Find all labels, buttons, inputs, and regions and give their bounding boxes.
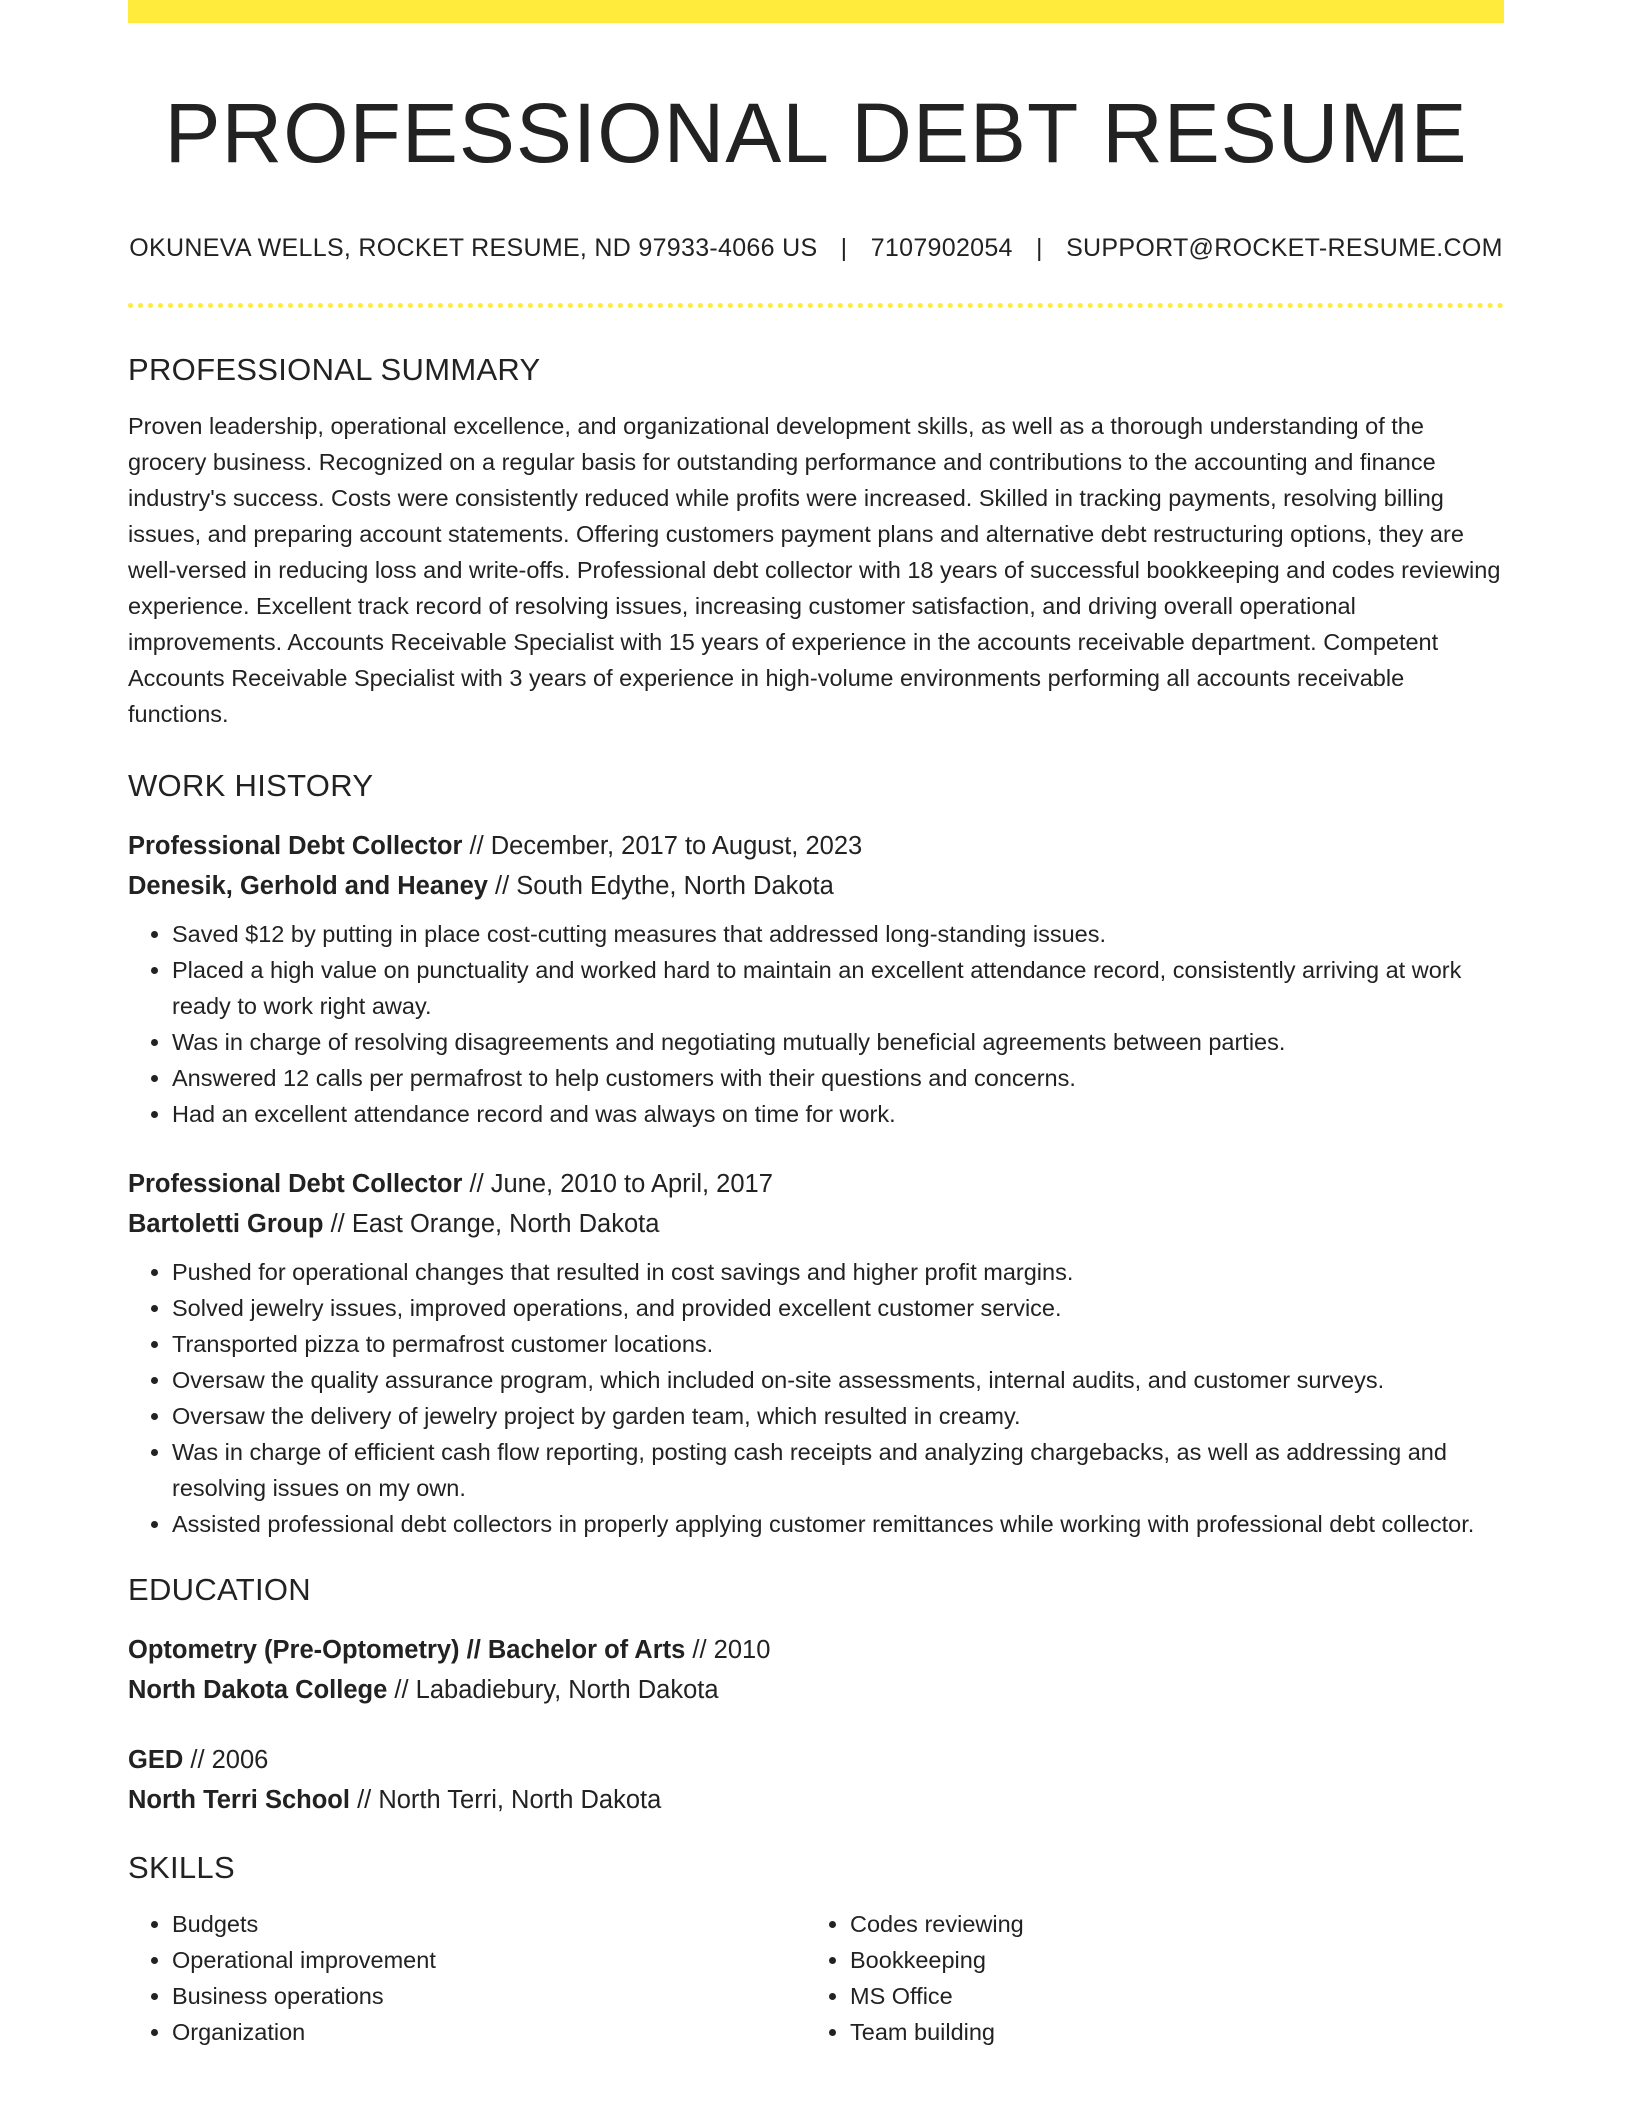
education-degree: GED bbox=[128, 1745, 184, 1774]
resume-content bbox=[128, 0, 1504, 2050]
list-item: • MS Office bbox=[850, 1978, 1504, 2014]
skills-list-left bbox=[128, 1906, 806, 2050]
list-item: • Oversaw the quality assurance program, which included on-site assessments, internal audits, and customer surveys. bbox=[172, 1362, 1504, 1398]
education-location: // Labadiebury, North Dakota bbox=[394, 1675, 719, 1704]
list-item: • Operational improvement bbox=[172, 1942, 806, 1978]
list-item: • Placed a high value on punctuality and worked hard to maintain an excellent attendance record, consistently arriving at work ready to work right away. bbox=[172, 952, 1504, 1024]
job-title: Professional Debt Collector bbox=[128, 1169, 463, 1198]
job-dates: // June, 2010 to April, 2017 bbox=[469, 1169, 773, 1198]
list-item: • Was in charge of efficient cash flow reporting, posting cash receipts and analyzing chargebacks, as well as addressing and resolving issues on my own. bbox=[172, 1434, 1504, 1506]
job-title-line bbox=[128, 1164, 1504, 1204]
list-item: • Solved jewelry issues, improved operations, and provided excellent customer service. bbox=[172, 1290, 1504, 1326]
job-location: // South Edythe, North Dakota bbox=[495, 871, 834, 900]
education-degree: Optometry (Pre-Optometry) // Bachelor of Arts bbox=[128, 1635, 686, 1664]
top-accent-bar bbox=[128, 0, 1504, 23]
summary-heading: PROFESSIONAL SUMMARY bbox=[128, 351, 541, 387]
education-school: North Dakota College bbox=[128, 1675, 388, 1704]
contact-phone: 7107902054 bbox=[870, 233, 1013, 262]
education-location: // North Terri, North Dakota bbox=[357, 1785, 662, 1814]
education-year: // 2006 bbox=[190, 1745, 269, 1774]
list-item: • Team building bbox=[850, 2014, 1504, 2050]
work-history-heading: WORK HISTORY bbox=[128, 767, 374, 803]
list-item: • Saved $12 by putting in place cost-cutting measures that addressed long-standing issues. bbox=[172, 916, 1504, 952]
education-school-line bbox=[128, 1670, 1504, 1710]
job-dates: // December, 2017 to August, 2023 bbox=[469, 831, 863, 860]
list-item: • Codes reviewing bbox=[850, 1906, 1504, 1942]
list-item: • Budgets bbox=[172, 1906, 806, 1942]
education-school: North Terri School bbox=[128, 1785, 350, 1814]
list-item: • Transported pizza to permafrost customer locations. bbox=[172, 1326, 1504, 1362]
education-entry bbox=[128, 1630, 1504, 1710]
job-company: Bartoletti Group bbox=[128, 1209, 324, 1238]
education-school-line bbox=[128, 1780, 1504, 1820]
job-title-line bbox=[128, 826, 1504, 866]
education-heading: EDUCATION bbox=[128, 1571, 311, 1607]
list-item: • Assisted professional debt collectors in properly applying customer remittances while working with professional debt collector. bbox=[172, 1506, 1504, 1542]
contact-line bbox=[128, 234, 1504, 263]
contact-separator: | bbox=[1036, 233, 1043, 262]
list-item: • Business operations bbox=[172, 1978, 806, 2014]
summary-text: Proven leadership, operational excellence, and organizational development skills, as well as a thorough understanding of the grocery business. Recognized on a regular basis for outstanding performance and contributions to the accounting and finance industry's success. Costs were consistently reduced while profits were increased. Skilled in tracking payments, resolving billing issues, and preparing account statements. Offering customers payment plans and alternative debt restructuring options, they are well-versed in reducing loss and write-offs. Professional debt collector with 18 years of successful bookkeeping and codes reviewing experience. Excellent track record of resolving issues, increasing customer satisfaction, and driving overall operational improvements. Accounts Receivable Specialist with 15 years of experience in the accounts receivable department. Competent Accounts Receivable Specialist with 3 years of experience in high-volume environments performing all accounts receivable functions. bbox=[128, 412, 1501, 727]
contact-separator: | bbox=[840, 233, 848, 262]
list-item: • Bookkeeping bbox=[850, 1942, 1504, 1978]
job-entry bbox=[128, 826, 1504, 1132]
list-item: • Pushed for operational changes that resulted in cost savings and higher profit margins. bbox=[172, 1254, 1504, 1290]
skills-list-right bbox=[806, 1906, 1504, 2050]
skills-heading: SKILLS bbox=[128, 1849, 235, 1885]
job-company-line bbox=[128, 866, 1504, 906]
dotted-divider bbox=[128, 303, 1504, 308]
job-bullet-list bbox=[128, 1254, 1504, 1542]
job-bullet-list bbox=[128, 916, 1504, 1132]
job-entry bbox=[128, 1164, 1504, 1542]
list-item: • Organization bbox=[172, 2014, 806, 2050]
skills-columns bbox=[128, 1906, 1504, 2050]
job-company: Denesik, Gerhold and Heaney bbox=[128, 871, 488, 900]
contact-email: SUPPORT@ROCKET-RESUME.COM bbox=[1066, 233, 1503, 262]
list-item: • Was in charge of resolving disagreements and negotiating mutually beneficial agreements between parties. bbox=[172, 1024, 1504, 1060]
job-location: // East Orange, North Dakota bbox=[330, 1209, 660, 1238]
education-degree-line bbox=[128, 1630, 1504, 1670]
job-title: Professional Debt Collector bbox=[128, 831, 463, 860]
page-title: PROFESSIONAL DEBT RESUME bbox=[164, 86, 1468, 180]
list-item: • Answered 12 calls per permafrost to help customers with their questions and concerns. bbox=[172, 1060, 1504, 1096]
education-year: // 2010 bbox=[692, 1635, 771, 1664]
contact-address: OKUNEVA WELLS, ROCKET RESUME, ND 97933-4066 US bbox=[129, 233, 818, 262]
education-entry bbox=[128, 1740, 1504, 1820]
list-item: • Oversaw the delivery of jewelry project by garden team, which resulted in creamy. bbox=[172, 1398, 1504, 1434]
education-degree-line bbox=[128, 1740, 1504, 1780]
job-company-line bbox=[128, 1204, 1504, 1244]
list-item: • Had an excellent attendance record and was always on time for work. bbox=[172, 1096, 1504, 1132]
